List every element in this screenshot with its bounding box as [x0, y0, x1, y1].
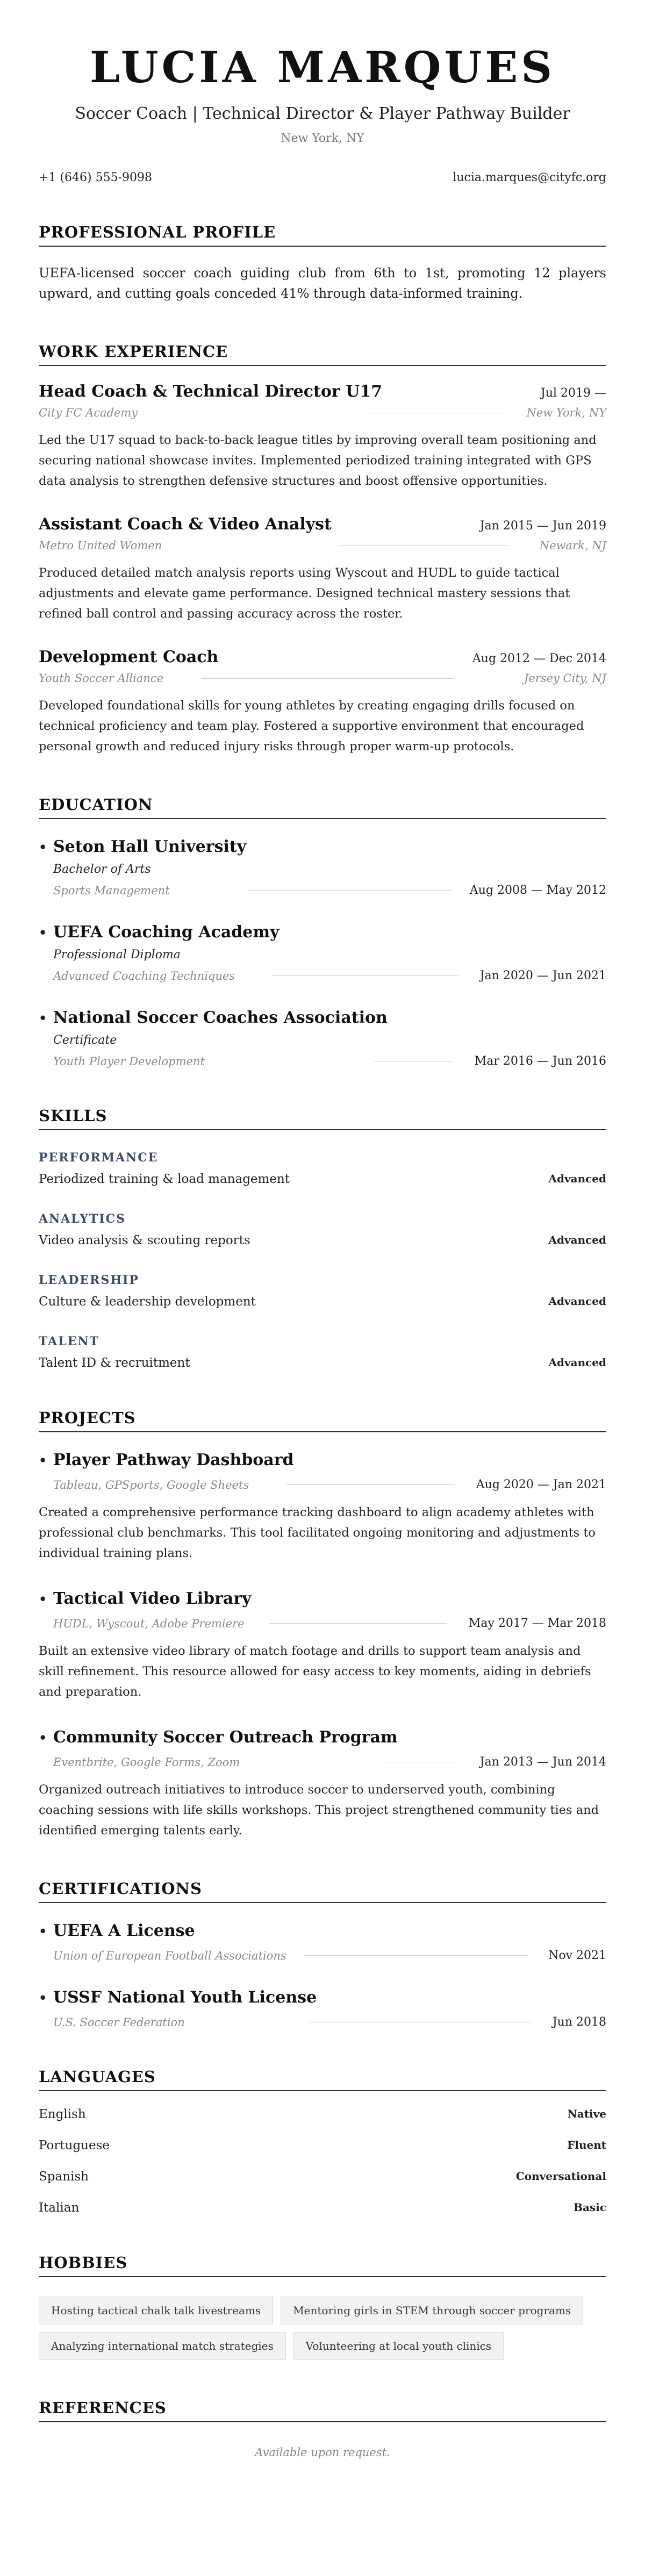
bullet-icon: •: [39, 1010, 47, 1026]
candidate-headline: Soccer Coach | Technical Director & Player Pathway Builder: [75, 104, 570, 123]
school-name: National Soccer Coaches Association: [53, 1008, 388, 1027]
certification-issuer: U.S. Soccer Federation: [53, 2015, 185, 2029]
job-dates: Jan 2015 — Jun 2019: [479, 519, 606, 533]
contact-bar: [39, 171, 606, 184]
language-level: Native: [567, 2107, 606, 2120]
job-dates: Jul 2019 —: [541, 386, 606, 400]
email-address: lucia.marques@cityfc.org: [453, 171, 606, 184]
phone-number: +1 (646) 555-9098: [39, 171, 152, 184]
language-row: [39, 2139, 606, 2152]
language-name: English: [39, 2107, 86, 2121]
job-entry: [39, 648, 606, 757]
skill-name: Talent ID & recruitment: [39, 1356, 190, 1370]
project-dates: Jan 2013 — Jun 2014: [479, 1755, 606, 1769]
skill-category: PERFORMANCE: [39, 1151, 159, 1165]
project-tools: HUDL, Wyscout, Adobe Premiere: [53, 1617, 245, 1630]
school-name: UEFA Coaching Academy: [53, 923, 280, 942]
skill-group: [39, 1212, 606, 1247]
hobbies-section: [39, 2254, 606, 2360]
project-name: Player Pathway Dashboard: [53, 1451, 294, 1469]
skill-group: [39, 1273, 606, 1309]
resume-page: [0, 42, 645, 2459]
project-dates: Aug 2020 — Jan 2021: [476, 1478, 606, 1491]
section-title: EDUCATION: [39, 795, 606, 819]
section-title: WORK EXPERIENCE: [39, 342, 606, 366]
bullet-icon: •: [39, 839, 47, 855]
skill-name: Video analysis & scouting reports: [39, 1233, 250, 1247]
section-title: LANGUAGES: [39, 2068, 606, 2091]
project-tools: Tableau, GPSports, Google Sheets: [53, 1478, 249, 1491]
leader-line: [269, 1623, 447, 1624]
skill-name: Culture & leadership development: [39, 1295, 256, 1309]
profile-summary: UEFA-licensed soccer coach guiding club from 6th to 1st, promoting 12 players upward, and cutting goals conceded 41% through data-informed training.: [39, 266, 606, 301]
education-entry: [39, 1008, 606, 1068]
language-name: Spanish: [39, 2170, 89, 2184]
project-dates: May 2017 — Mar 2018: [468, 1617, 606, 1630]
field-of-study: Sports Management: [53, 884, 170, 897]
job-company: Youth Soccer Alliance: [39, 672, 164, 685]
job-location: Jersey City, NJ: [524, 672, 606, 685]
hobby-tag: Mentoring girls in STEM through soccer programs: [281, 2297, 583, 2324]
language-row: [39, 2107, 606, 2121]
degree: Professional Diploma: [53, 948, 181, 961]
certification-name: UEFA A License: [53, 1921, 195, 1940]
education-dates: Mar 2016 — Jun 2016: [474, 1054, 606, 1068]
languages-section: [39, 2068, 606, 2215]
bullet-icon: •: [39, 1591, 47, 1607]
skill-level: Advanced: [548, 1356, 606, 1369]
education-entry: [39, 837, 606, 897]
job-entry: [39, 382, 606, 491]
language-level: Basic: [574, 2201, 606, 2214]
bullet-icon: •: [39, 1730, 47, 1746]
language-row: [39, 2170, 606, 2184]
field-of-study: Youth Player Development: [53, 1054, 205, 1068]
experience-section: [39, 342, 606, 757]
hobby-tags: [39, 2297, 606, 2360]
field-of-study: Advanced Coaching Techniques: [53, 969, 235, 982]
school-name: Seton Hall University: [53, 837, 247, 856]
skill-group: [39, 1151, 606, 1186]
project-description: Created a comprehensive performance tracking dashboard to align academy athletes with professional club benchmarks. This tool facilitated ongoing monitoring and adjustments to individual training plans.: [39, 1505, 596, 1560]
job-entry: [39, 515, 606, 624]
language-level: Fluent: [567, 2139, 606, 2151]
project-name: Community Soccer Outreach Program: [53, 1728, 398, 1747]
education-dates: Jan 2020 — Jun 2021: [479, 969, 606, 982]
leader-line: [248, 890, 451, 891]
skills-section: [39, 1107, 606, 1370]
job-description: Produced detailed match analysis reports using Wyscout and HUDL to guide tactical adjustments and elevate game performance. Designed technical mastery sessions that refined ball control and passing accuracy across the roster.: [39, 566, 570, 621]
skill-category: ANALYTICS: [39, 1212, 126, 1226]
project-description: Built an extensive video library of match footage and drills to support team analysis and skill refinement. This resource allowed for easy access to key moments, aiding in debriefs and preparation.: [39, 1644, 591, 1699]
project-entry: [39, 1451, 606, 1563]
bullet-icon: •: [39, 1924, 47, 1939]
education-section: [39, 795, 606, 1068]
certification-name: USSF National Youth License: [53, 1988, 317, 2007]
references-note: Available upon request.: [255, 2446, 390, 2459]
section-title: PROFESSIONAL PROFILE: [39, 223, 606, 247]
candidate-name: LUCIA MARQUES: [90, 42, 555, 92]
section-title: CERTIFICATIONS: [39, 1879, 606, 1903]
job-title: Assistant Coach & Video Analyst: [39, 515, 332, 534]
language-row: [39, 2201, 606, 2215]
projects-section: [39, 1409, 606, 1841]
job-description: Developed foundational skills for young athletes by creating engaging drills focused on technical proficiency and team play. Fostered a supportive environment that encouraged personal growth and reduced injury risks through proper warm-up protocols.: [39, 699, 584, 754]
skill-level: Advanced: [548, 1172, 606, 1185]
project-name: Tactical Video Library: [53, 1589, 252, 1608]
bullet-icon: •: [39, 1453, 47, 1468]
certification-date: Jun 2018: [552, 2015, 606, 2029]
job-description: Led the U17 squad to back-to-back league titles by improving overall team positioning and securing national showcase invites. Implemented periodized training integrated with GPS data analysis to strengthen defensive structures and boost offensive opportunities.: [39, 433, 597, 488]
certification-issuer: Union of European Football Associations: [53, 1949, 286, 1962]
bullet-icon: •: [39, 1990, 47, 2006]
hobby-tag: Volunteering at local youth clinics: [293, 2332, 504, 2360]
certification-date: Nov 2021: [548, 1949, 606, 1962]
degree: Certificate: [53, 1034, 117, 1047]
degree: Bachelor of Arts: [53, 863, 151, 876]
section-title: PROJECTS: [39, 1409, 606, 1432]
job-title: Head Coach & Technical Director U17: [39, 382, 383, 401]
leader-line: [286, 1484, 455, 1485]
section-title: REFERENCES: [39, 2399, 606, 2422]
job-company: Metro United Women: [39, 539, 162, 552]
bullet-icon: •: [39, 925, 47, 941]
references-section: [39, 2399, 606, 2459]
skill-level: Advanced: [548, 1233, 606, 1246]
skill-level: Advanced: [548, 1295, 606, 1308]
project-entry: [39, 1589, 606, 1702]
leader-line: [273, 975, 458, 976]
language-level: Conversational: [515, 2170, 606, 2183]
education-entry: [39, 923, 606, 982]
certification-entry: [39, 1988, 606, 2029]
project-entry: [39, 1728, 606, 1841]
job-location: New York, NY: [526, 406, 606, 419]
language-name: Italian: [39, 2201, 80, 2215]
skill-name: Periodized training & load management: [39, 1172, 290, 1186]
skill-category: LEADERSHIP: [39, 1273, 139, 1287]
certifications-section: [39, 1879, 606, 2029]
section-title: SKILLS: [39, 1107, 606, 1130]
project-description: Organized outreach initiatives to introduce soccer to underserved youth, combining coaching sessions with life skills workshops. This project strengthened community ties and identified emerging talents early.: [39, 1783, 599, 1838]
hobby-tag: Analyzing international match strategies: [39, 2332, 286, 2360]
profile-section: [39, 223, 606, 304]
certification-entry: [39, 1921, 606, 1962]
job-location: Newark, NJ: [539, 539, 606, 552]
skill-group: [39, 1334, 606, 1370]
job-title: Development Coach: [39, 648, 219, 666]
skill-category: TALENT: [39, 1334, 99, 1348]
project-tools: Eventbrite, Google Forms, Zoom: [53, 1755, 240, 1769]
job-company: City FC Academy: [39, 406, 138, 419]
language-name: Portuguese: [39, 2139, 110, 2152]
section-title: HOBBIES: [39, 2254, 606, 2277]
job-dates: Aug 2012 — Dec 2014: [472, 652, 606, 665]
hobby-tag: Hosting tactical chalk talk livestreams: [39, 2297, 273, 2324]
leader-line: [201, 678, 454, 679]
leader-line: [305, 1955, 527, 1956]
candidate-location: New York, NY: [281, 132, 364, 145]
education-dates: Aug 2008 — May 2012: [469, 884, 606, 897]
